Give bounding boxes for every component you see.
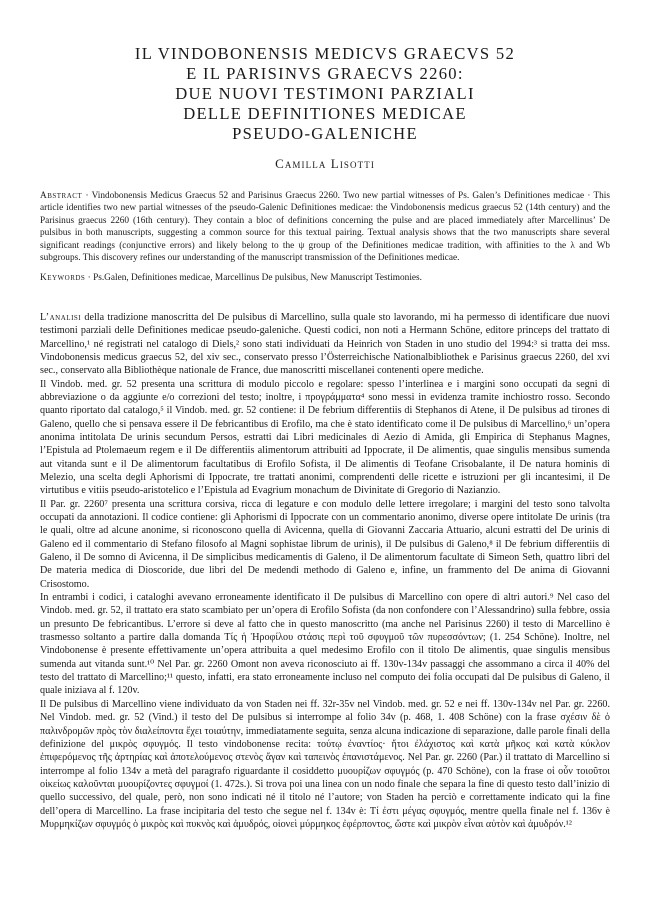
body-paragraph: [40, 378, 610, 498]
title-line: IL VINDOBONENSIS MEDICVS GRAECVS 52: [134, 44, 516, 63]
body-paragraph: [40, 698, 610, 831]
article-body: [40, 311, 610, 831]
paragraph-text: Il Par. gr. 2260⁷ presenta una scrittura corsiva, ricca di legature e con modulo delle lettere irregolare; i margini del testo sono talvolta occupati da annotazioni. Il codice contiene: gli Aphorismi di Ippocrate con un commentario anonimo, diverse opere intitolate De urinis (tra le quali, oltre ad alcune anonime, si riconoscono quella di Avicenna, quella di Giovanni Zaccaria Attuario, alcuni estratti del De urinis di Galeno ed il commentario di Stefano filosofo al Magni sophistae librum de urinis), il De pulsibus di Galeno,⁸ il De febrium differentiis di Galeno, il De somno di Avicenna, il De simplicibus medicamentis di Galeno, il De alimentorum facultate di Simeon Seth, quattro libri del De materia medica di Dioscoride, due libri del De medendi methodo di Galeno e, infine, un frammento del De anima di Giovanni Crisostomo.: [40, 498, 610, 590]
title-line: E IL PARISINVS GRAECVS 2260:: [186, 64, 464, 83]
title-line: DELLE DEFINITIONES MEDICAE: [183, 104, 467, 123]
abstract-text: · Vindobonensis Medicus Graecus 52 and Parisinus Graecus 2260. Two new partial witnesses of Ps. Galen’s Definitiones medicae · This article identifies two new partial witnesses of the pseudo-Galenic Definitiones medicae: the Vindobonensis medicus graecus 52 (14th century) and the Parisinus graecus 2260 (16th century). They contain a bloc of definitions concerning the pulse and are placed immediately after Marcellinus’ De pulsibus in both manuscripts, suggesting a common source for this textual pairing. Textual analysis shows that the two manuscripts share several significant readings (conjunctive errors) and likely belong to the ψ group of the Definitiones medicae tradition, with affinities to the λ and Wb subgroups. This discovery refines our understanding of the manuscript transmission of the Definitiones medicae.: [40, 191, 610, 264]
abstract: [40, 190, 610, 264]
body-paragraph: [40, 311, 610, 378]
paragraph-text: Il Vindob. med. gr. 52 presenta una scrittura di modulo piccolo e regolare: spesso l’interlinea e i margini sono occupati da segni di abbreviazione o da aggiunte e/o correzioni del testo; inoltre, i προγράμματα⁴ sono messi in evidenza tramite inchiostro rosso. Secondo quanto riportato dal catalogo,⁵ il Vindob. med. gr. 52 contiene: il De febrium differentiis di Stephanos di Atene, il De pulsibus ad tirones di Galeno, quello che si pensava essere il De febricantibus di Erofilo, ma che è stato identificato come il De pulsibus di Marcellino,⁶ un’opera anonima intitolata De urinis secundum Persos, estratti dai Libri medicinales di Aezio di Amida, gli Empirica di Stephanus Magnes, l’Epistula ad Ptolemaeum regem e il De differentiis alimentorum attribuiti ad Ippocrate, il De alimentis, quae singulis mensibus sumenda aut vitanda sunt e il De alimentorum facultatibus di Erofilo Sofista, il De alimentis di Teofane Crisobalante, il De natura hominis di Melezio, una scelta degli Aphorismi di Ippocrate, tre trattati anonimi, comprendenti delle ricette e istruzioni per gli incantesimi, il De virtutibus e vitiis pseudo-aristotelico e l’Epistula ad Evagrium monachum de Divinitate di Gregorio di Nazianzio.: [40, 378, 610, 497]
keywords-text: · Ps.Galen, Definitiones medicae, Marcellinus De pulsibus, New Manuscript Testimonies.: [85, 273, 422, 284]
body-paragraph: [40, 591, 610, 698]
title-line: DUE NUOVI TESTIMONI PARZIALI: [175, 84, 475, 103]
paragraph-lead: L’analisi: [40, 311, 82, 323]
paragraph-text: In entrambi i codici, i cataloghi avevano erroneamente identificato il De pulsibus di Marcellino con opere di altri autori.⁹ Nel caso del Vindob. med. gr. 52, il trattato era stato scambiato per un’opera di Erofilo Sofista (da non confondere con l’Alessandrino) sulla febbre, ossia un presunto De febricantibus. L’errore si deve al fatto che in questo manoscritto (ma anche nel Parisinus 2260) il testo di Marcellino è trasmesso soltanto a partire dalla domanda Τίς ἡ Ἡροφίλου στάσις περὶ τοῦ σφυγμοῦ τῶν πυρεσσόντων; (1. 254 Schöne). Inoltre, nel Vindobonense è presente effettivamente un’opera attribuita a quel medesimo Erofilo con il titolo De alimentis, quae singulis mensibus sumenda aut vitanda sunt.¹⁰ Nel Par. gr. 2260 Omont non aveva riconosciuto ai ff. 130v-134v passaggi che assommano a circa il 40% del testo del trattato di Marcellino;¹¹ questo, infatti, era stato erroneamente incluso nel computo dei folia occupati dal De pulsibus di Galeno, il quale iniziava al f. 120v.: [40, 592, 610, 697]
paragraph-text: della tradizione manoscritta del De pulsibus di Marcellino, sulla quale sto lavorando, mi ha permesso di identificare due nuovi testimoni parziali delle Definitiones medicae pseudo-galeniche. Questi codici, non noti a Hermann Schöne, editore princeps del trattato di Marcellino,¹ né registrati nel catalogo di Diels,² sono stati individuati da Heinrich von Staden in uno studio del 1994:³ si tratta dei mss. Vindobonensis medicus graecus 52, del xiv sec., conservato presso l’Österreichische Nationalbibliothek e Parisinus graecus 2260, del xvi sec., conservato alla Bibliothèque nationale de France, due manoscritti miscellanei contenenti opere mediche.: [40, 311, 610, 377]
article-title: [40, 44, 610, 144]
abstract-label: Abstract: [40, 191, 83, 201]
keywords: [40, 272, 610, 284]
paragraph-text: Il De pulsibus di Marcellino viene individuato da von Staden nei ff. 32r-35v nel Vindob. med. gr. 52 e nei ff. 130v-134v nel Par. gr. 2260. Nel Vindob. med. gr. 52 (Vind.) il testo del De pulsibus si interrompe al folio 34v (p. 468, 1. 408 Schöne) con la frase σχέσιν δὲ ὁ παλινδρομῶν πρὸς τὸν διαλείποντα ἔχει τοιαύτην, immediatamente seguita, senza alcuna indicazione di separazione, dalle parole finali della definizione del μικρὸς σφυγμός. Il testo vindobonense recita: τούτῳ ἐναντίος· ἤτοι ἐλάχιστος καὶ κατὰ μῆκος καὶ κατὰ κύκλον ἐπιφερόμενος τῆς ἀρτηρίας καὶ ἀποτελούμενος στενὸς ἄγαν καὶ ταπεινὸς ἐπανιστάμενος. Nel Par. gr. 2260 (Par.) il trattato di Marcellino si interrompe al folio 134v a metà del paragrafo riguardante il cosiddetto μυουρίζων σφυγμός (p. 470 Schöne), con la frase οἱ οὖν τοιοῦτοι οἰκείως καλοῦνται μυουρίζοντες σφυγμοί (1. 472s.). Si trova poi una linea con un nodo finale che separa la fine di questo testo dall’inizio di quello successivo, del quale, però, non sono indicati né il titolo né l’autore; von Staden ha perciò e correttamente indicato qui la fine dell’opera di Marcellino. La frase incipitaria del testo che segue nel f. 134v è: Τί ἐστι μέγας σφυγμός, mentre quella finale nel f. 136v è Μυρμηκίζων σφυγμός ὁ μικρὸς καὶ πυκνὸς καὶ ἀμυδρός, οἱονεὶ μύρμηκος ἐφέρποντος, ὥστε καὶ μικρὸν εἶναι αὐτὸν καὶ ἀμυδρόν.¹²: [40, 698, 610, 830]
author-name: Camilla Lisotti: [275, 156, 375, 171]
body-paragraph: [40, 498, 610, 591]
title-line: PSEUDO-GALENICHE: [232, 124, 418, 143]
keywords-label: Keywords: [40, 273, 86, 284]
